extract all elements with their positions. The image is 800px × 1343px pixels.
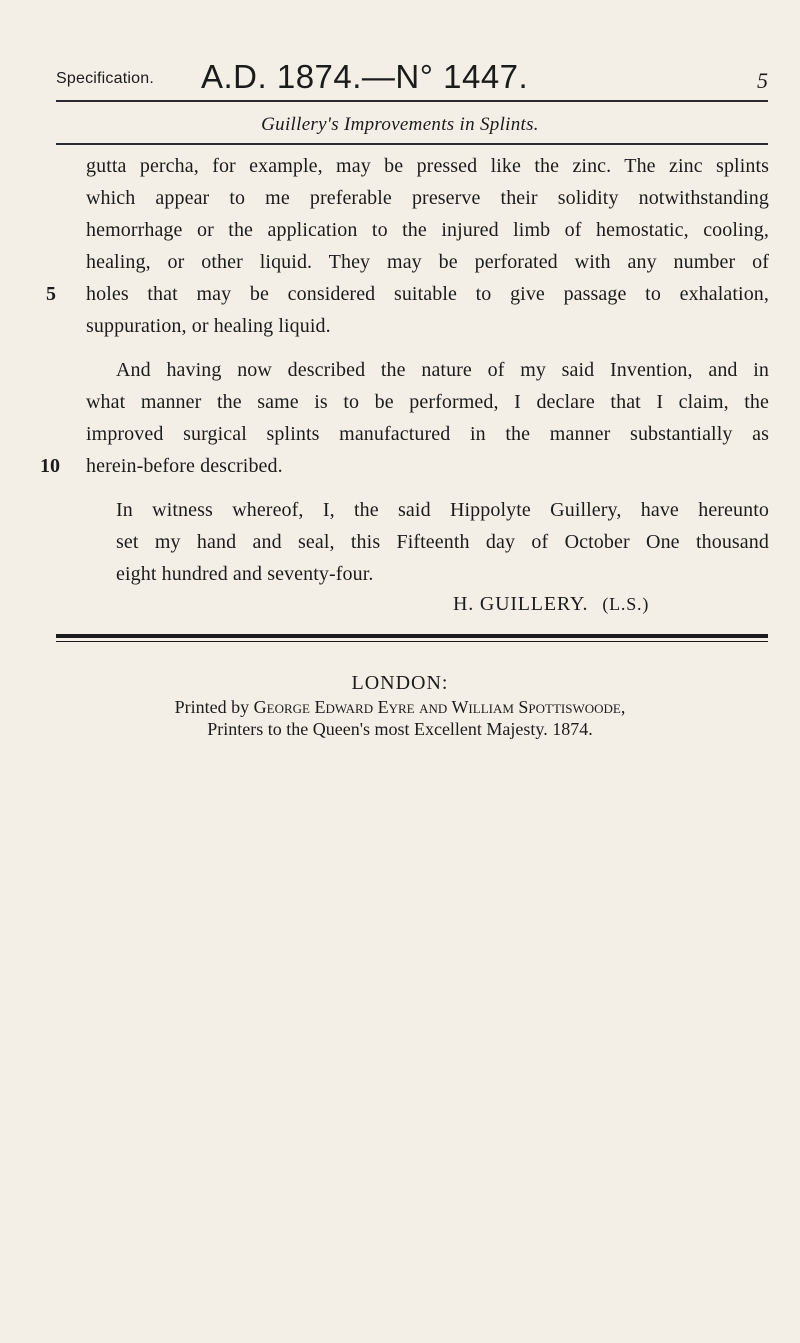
body-line: what manner the same is to be performed, I declare that I claim, the <box>86 391 769 413</box>
body-line: And having now described the nature of my said Invention, and in <box>116 359 769 381</box>
signature-name: H. GUILLERY. <box>453 593 589 615</box>
imprint-printers-names: George Edward Eyre and William Spottiswoode, <box>253 697 626 717</box>
signature <box>453 593 649 616</box>
header-patent-number: A.D. 1874.—N° 1447. <box>201 58 529 95</box>
body-line: improved surgical splints manufactured in the manner substantially as <box>86 423 769 445</box>
body-line: eight hundred and seventy-four. <box>116 563 374 585</box>
header-specification-label: Specification. <box>56 70 154 87</box>
header-rule <box>56 100 768 102</box>
body-line: holes that may be considered suitable to give passage to exhalation, <box>86 283 769 305</box>
imprint-printed-by <box>0 697 800 718</box>
body-line: In witness whereof, I, the said Hippolyte Guillery, have hereunto <box>116 499 769 521</box>
page-header <box>56 58 768 98</box>
body-line: herein-before described. <box>86 455 283 477</box>
footer-rule-thin <box>56 641 768 642</box>
body-line: healing, or other liquid. They may be perforated with any number of <box>86 251 769 273</box>
footer-rule-thick <box>56 634 768 638</box>
imprint-printers-line: Printers to the Queen's most Excellent Majesty. 1874. <box>207 719 593 739</box>
body-line: hemorrhage or the application to the injured limb of hemostatic, cooling, <box>86 219 769 241</box>
body-line: suppuration, or healing liquid. <box>86 315 331 337</box>
imprint-prefix: Printed by <box>174 697 250 717</box>
running-title: Guillery's Improvements in Splints. <box>261 114 539 135</box>
body-line: set my hand and seal, this Fifteenth day of October One thousand <box>116 531 769 553</box>
body-line: gutta percha, for example, may be pressed like the zinc. The zinc splints <box>86 155 769 177</box>
line-number-10: 10 <box>40 455 60 477</box>
seal-mark: (L.S.) <box>602 594 650 614</box>
page-number: 5 <box>757 68 768 93</box>
body-line: which appear to me preferable preserve their solidity notwithstanding <box>86 187 769 209</box>
running-title-rule <box>56 143 768 145</box>
line-number-5: 5 <box>46 283 56 305</box>
imprint-city: LONDON: <box>351 672 449 694</box>
